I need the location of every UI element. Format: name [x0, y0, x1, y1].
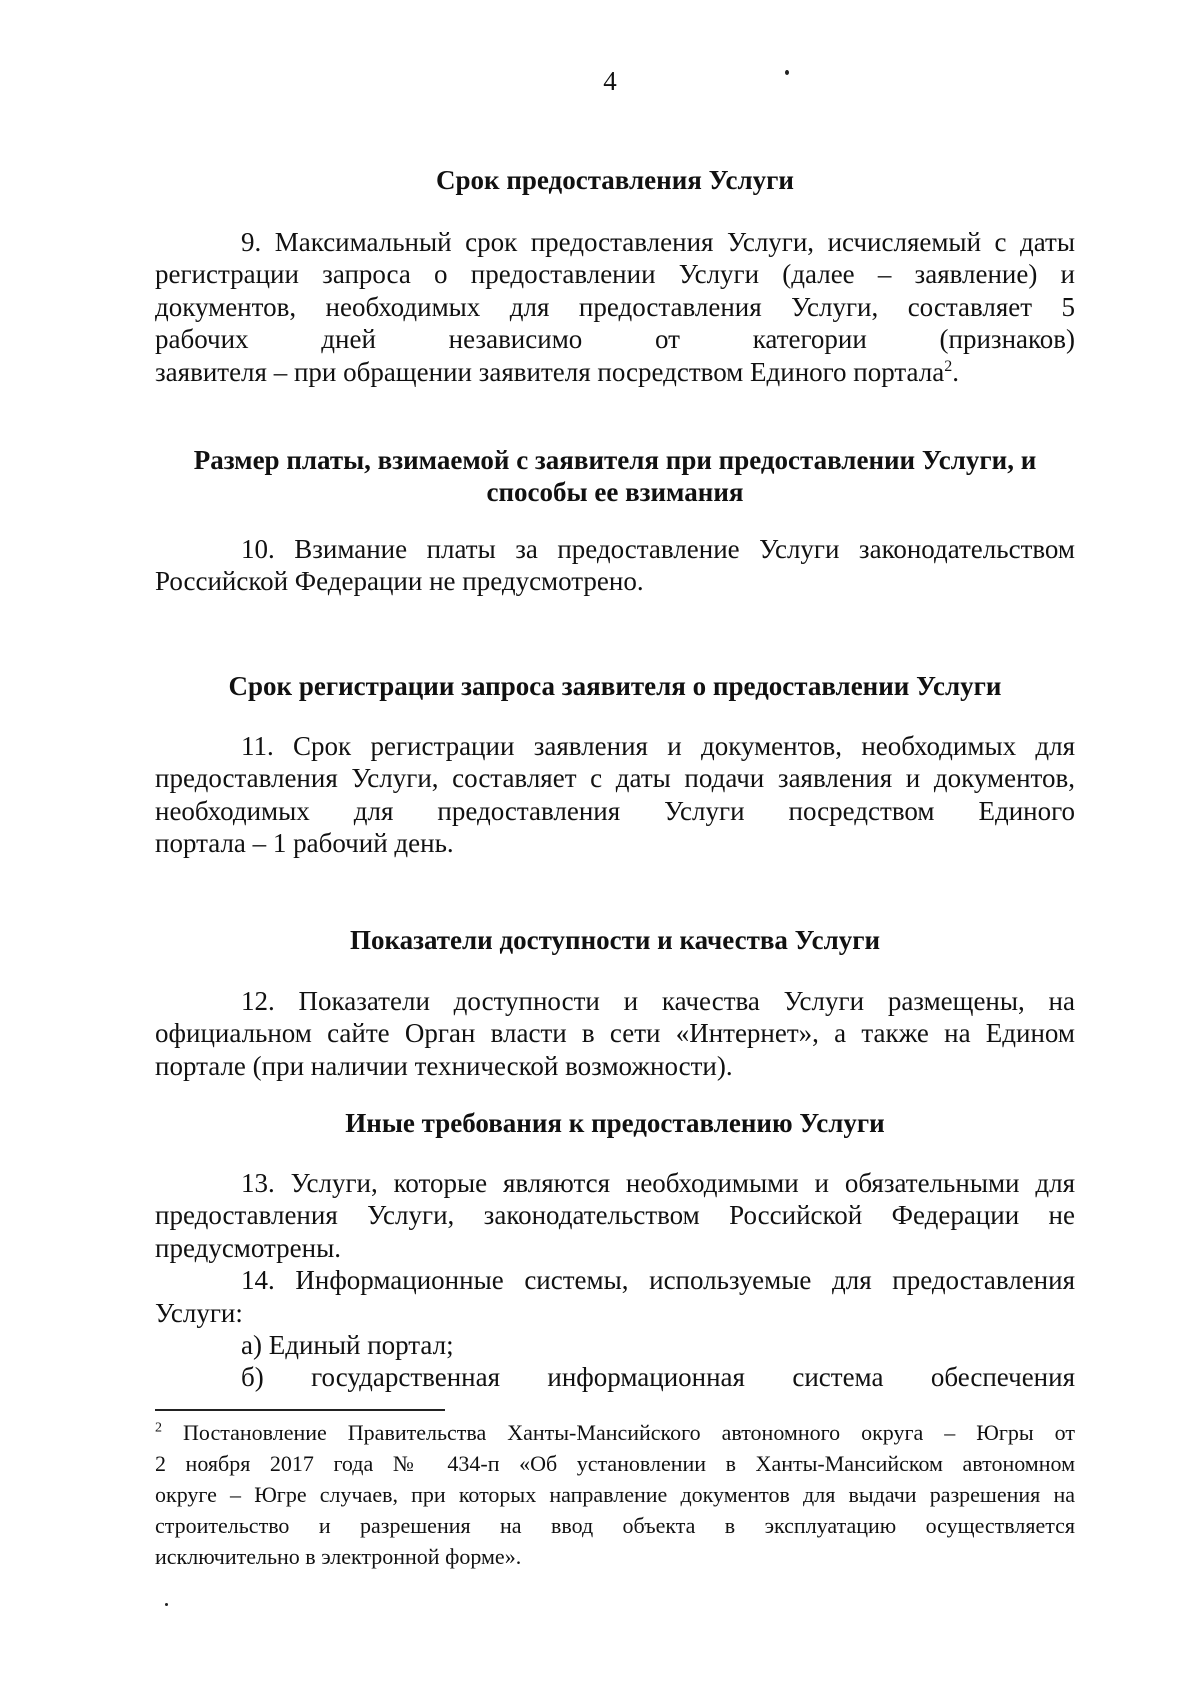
text-line: официальном сайте Орган власти в сети «Интернет», а также на Едином [155, 1018, 1075, 1049]
paragraph-12 [155, 985, 1075, 1082]
section-heading: Срок регистрации запроса заявителя о предоставлении Услуги [228, 671, 1002, 701]
text-line: необходимых для предоставления Услуги посредством Единого [155, 795, 1075, 826]
footnote-line: исключительно в электронной форме». [155, 1544, 522, 1569]
text-line: 13. Услуги, которые являются необходимыми и обязательными для [241, 1168, 1075, 1198]
heading-line: Размер платы, взимаемой с заявителя при предоставлении Услуги, и [193, 445, 1037, 475]
section-heading: Показатели доступности и качества Услуги [349, 925, 881, 955]
text-fragment: заявителя – при обращении заявителя посредством Единого портала [155, 356, 945, 387]
text-line: предоставления Услуги, законодательством Российской Федерации не [155, 1200, 1075, 1231]
paragraph-10 [155, 533, 1075, 598]
list-item-a: а) Единый портал; [241, 1330, 454, 1361]
scan-speck [165, 1603, 168, 1606]
text-line: 9. Максимальный срок предоставления Услуги, исчисляемый с даты [241, 227, 1075, 257]
text-fragment: Постановление Правительства Ханты-Мансийского автономного округа – Югры от [183, 1420, 1075, 1445]
text-line: портале (при наличии технической возможности). [155, 1050, 733, 1081]
footnote [155, 1417, 1075, 1572]
text-line: регистрации запроса о предоставлении Услуги (далее – заявление) и [155, 259, 1075, 290]
footnote-separator [155, 1409, 445, 1411]
footnote-reference: 2 [944, 357, 953, 375]
text-line: документов, необходимых для предоставления Услуги, составляет 5 [155, 291, 1075, 322]
text-line: 14. Информационные системы, используемые для предоставления [241, 1265, 1075, 1296]
paragraph-13-14 [155, 1167, 1075, 1394]
text-line: предоставления Услуги, составляет с даты подачи заявления и документов, [155, 763, 1075, 794]
scan-speck [785, 70, 789, 75]
section-heading [155, 444, 1075, 508]
text-fragment: . [952, 356, 959, 387]
section-heading: Срок предоставления Услуги [436, 165, 794, 195]
footnote-line: округе – Югре случаев, при которых направление документов для выдачи разрешения на [155, 1482, 1075, 1507]
list-item-b: б) государственная информационная система обеспечения [241, 1362, 1075, 1393]
text-line: Российской Федерации не предусмотрено. [155, 566, 644, 597]
text-line: 11. Срок регистрации заявления и документов, необходимых для [241, 731, 1075, 761]
footnote-line [155, 1417, 1075, 1448]
text-line [155, 356, 1075, 388]
footnote-marker: 2 [155, 1420, 162, 1436]
footnote-line: 2 ноября 2017 года № 434-п «Об установлении в Ханты-Мансийском автономном [155, 1451, 1075, 1476]
text-line: портала – 1 рабочий день. [155, 828, 454, 859]
footnote-line: строительство и разрешения на ввод объекта в эксплуатацию осуществляется [155, 1513, 1075, 1538]
page-number: 4 [603, 66, 617, 96]
text-line: 10. Взимание платы за предоставление Услуги законодательством [241, 534, 1075, 564]
paragraph-9 [155, 226, 1075, 388]
paragraph-11 [155, 730, 1075, 860]
heading-line: способы ее взимания [486, 477, 744, 507]
text-line: предусмотрены. [155, 1232, 341, 1263]
text-line: Услуги: [155, 1297, 243, 1328]
text-line: рабочих дней независимо от категории (признаков) [155, 324, 1075, 355]
section-heading: Иные требования к предоставлению Услуги [345, 1108, 885, 1138]
text-line: 12. Показатели доступности и качества Услуги размещены, на [241, 986, 1075, 1016]
